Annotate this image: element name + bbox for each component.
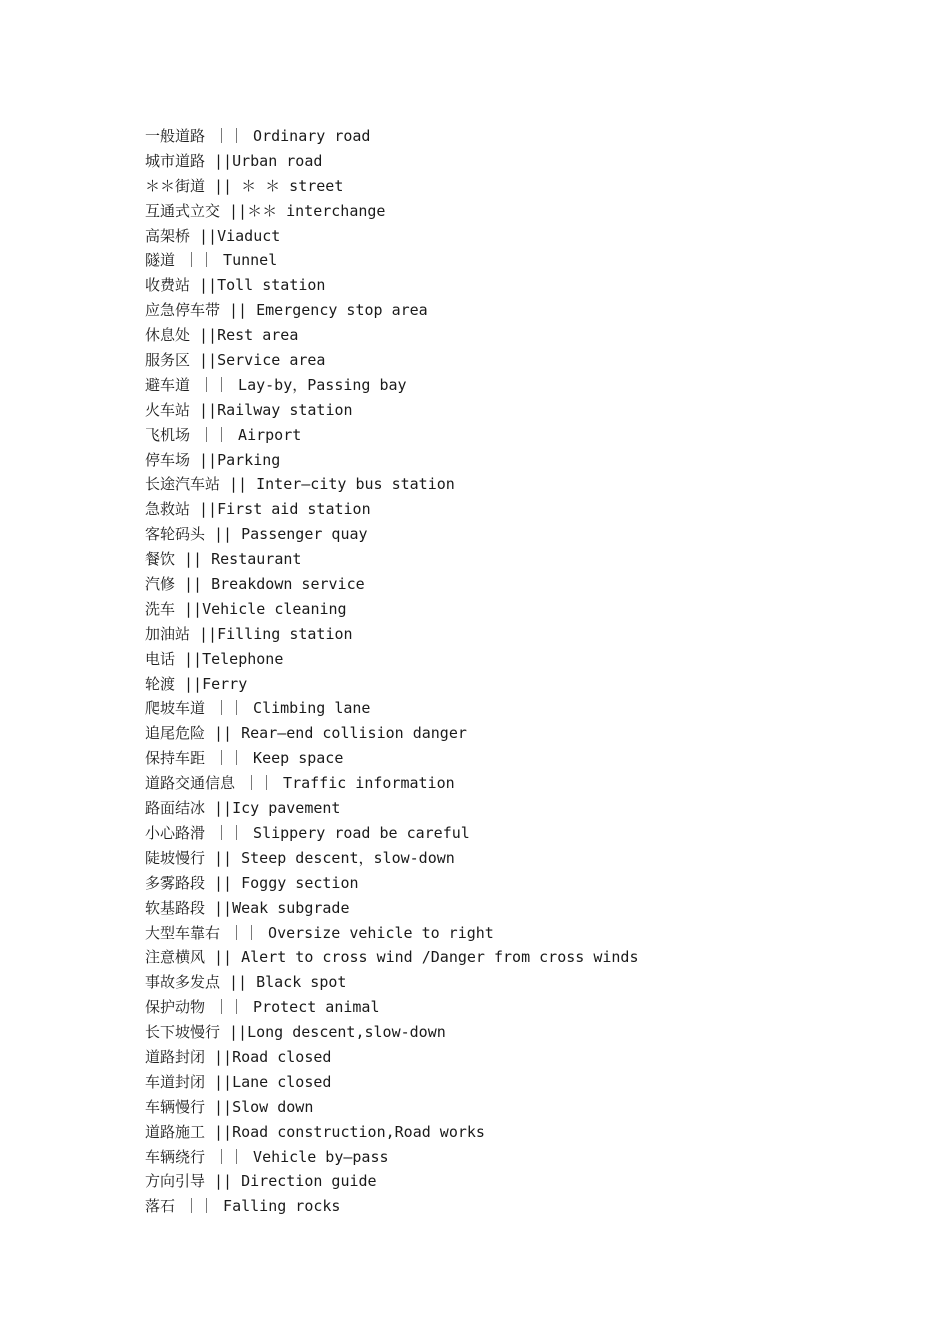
glossary-entry: 餐饮 || Restaurant	[145, 550, 302, 569]
glossary-entry: 应急停车带 || Emergency stop area	[145, 301, 428, 320]
road-sign-glossary	[145, 124, 905, 1219]
glossary-entry: 飞机场 ｜｜ Airport	[145, 425, 302, 444]
glossary-entry: 停车场 ||Parking	[145, 450, 281, 469]
glossary-entry: 服务区 ||Service area	[145, 351, 326, 370]
glossary-entry: 轮渡 ||Ferry	[145, 674, 248, 693]
glossary-entry: 城市道路 ||Urban road	[145, 151, 323, 170]
glossary-entry: 小心路滑 ｜｜ Slippery road be careful	[145, 823, 470, 842]
glossary-entry: ＊＊街道 || ＊ ＊ street	[145, 176, 344, 195]
glossary-entry: 车道封闭 ||Lane closed	[145, 1072, 332, 1091]
glossary-entry: 注意横风 || Alert to cross wind /Danger from cross winds	[145, 948, 639, 967]
glossary-entry: 加油站 ||Filling station	[145, 624, 353, 643]
glossary-entry: 客轮码头 || Passenger quay	[145, 525, 368, 544]
glossary-entry: 道路施工 ||Road construction,Road works	[145, 1122, 485, 1141]
glossary-entry: 休息处 ||Rest area	[145, 326, 299, 345]
glossary-entry: 多雾路段 || Foggy section	[145, 873, 359, 892]
glossary-entry: 急救站 ||First aid station	[145, 500, 371, 519]
glossary-entry: 火车站 ||Railway station	[145, 400, 353, 419]
glossary-entry: 路面结冰 ||Icy pavement	[145, 799, 341, 818]
glossary-entry: 一般道路 ｜｜ Ordinary road	[145, 127, 371, 145]
glossary-entry: 软基路段 ||Weak subgrade	[145, 898, 350, 917]
glossary-entry: 避车道 ｜｜ Lay-by，Passing bay	[145, 375, 407, 394]
glossary-entry: 方向引导 || Direction guide	[145, 1172, 377, 1191]
glossary-entry: 长下坡慢行 ||Long descent,slow-down	[145, 1023, 446, 1042]
glossary-entry: 收费站 ||Toll station	[145, 276, 326, 295]
glossary-entry: 长途汽车站 || Inter—city bus station	[145, 475, 455, 494]
glossary-entry: 追尾危险 || Rear—end collision danger	[145, 724, 467, 743]
glossary-entry: 互通式立交 ||＊＊ interchange	[145, 201, 386, 220]
glossary-entry: 车辆慢行 ||Slow down	[145, 1097, 314, 1116]
glossary-entry: 隧道 ｜｜ Tunnel	[145, 251, 278, 270]
glossary-entry: 事故多发点 || Black spot	[145, 973, 347, 992]
glossary-entry: 洗车 ||Vehicle cleaning	[145, 599, 347, 618]
glossary-entry: 电话 ||Telephone	[145, 649, 284, 668]
glossary-entry: 车辆绕行 ｜｜ Vehicle by—pass	[145, 1147, 389, 1166]
glossary-entry: 保持车距 ｜｜ Keep space	[145, 749, 344, 768]
glossary-entry: 保护动物 ｜｜ Protect animal	[145, 998, 380, 1017]
glossary-entry: 道路交通信息 ｜｜ Traffic information	[145, 774, 455, 793]
glossary-entry: 汽修 || Breakdown service	[145, 575, 365, 594]
glossary-entry: 大型车靠右 ｜｜ Oversize vehicle to right	[145, 923, 494, 942]
glossary-entry: 爬坡车道 ｜｜ Climbing lane	[145, 699, 371, 718]
glossary-entry: 高架桥 ||Viaduct	[145, 226, 281, 245]
glossary-entry: 道路封闭 ||Road closed	[145, 1047, 332, 1066]
glossary-entry: 落石 ｜｜ Falling rocks	[145, 1197, 341, 1216]
glossary-entry: 陡坡慢行 || Steep descent，slow-down	[145, 848, 455, 867]
